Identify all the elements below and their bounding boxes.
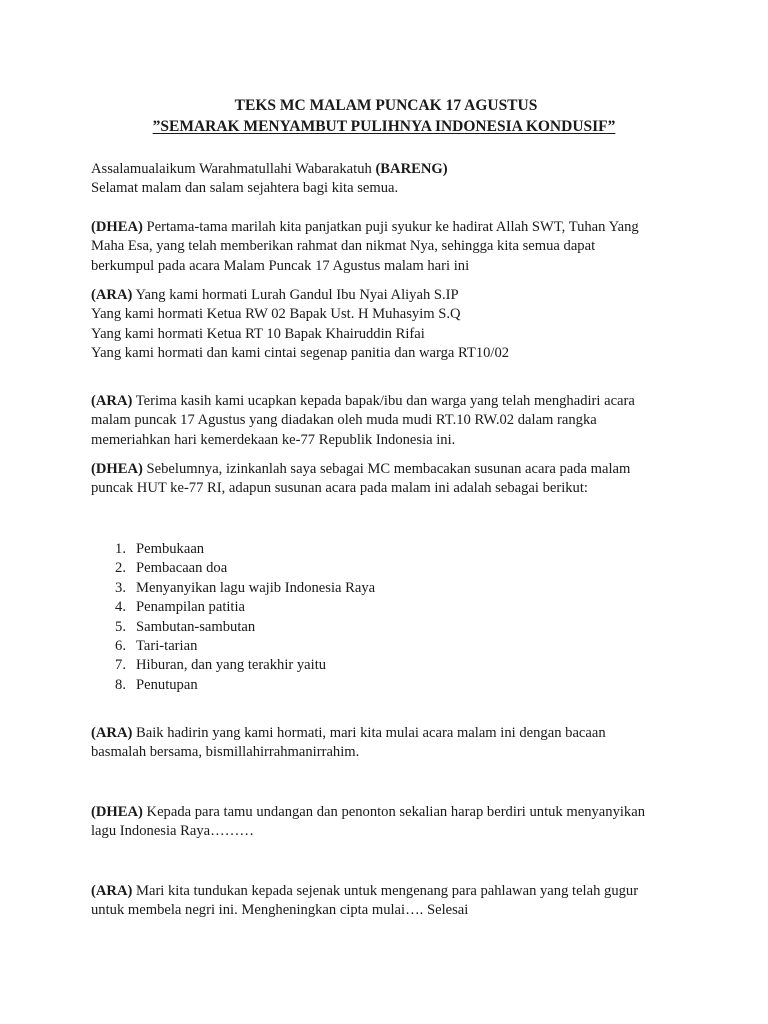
paragraph-line: malam puncak 17 Agustus yang diadakan oleh muda mudi RT.10 RW.02 dalam rangka [91,412,597,429]
paragraph-text: Terima kasih kami ucapkan kepada bapak/ibu dan warga yang telah menghadiri acara [132,393,635,409]
paragraph-line: Yang kami hormati Ketua RW 02 Bapak Ust. H Muhasyim S.Q [91,306,461,323]
list-text: Sambutan-sambutan [136,618,256,635]
paragraph-line: basmalah bersama, bismillahirrahmanirrahim. [91,744,360,761]
paragraph-line: Yang kami hormati dan kami cintai segenap panitia dan warga RT10/02 [91,345,510,362]
greeting-line-2: Selamat malam dan salam sejahtera bagi kita semua. [91,180,399,197]
document-title [0,95,768,137]
paragraph-line [91,724,691,743]
list-item [91,618,375,637]
paragraph-text: Kepada para tamu undangan dan penonton sekalian harap berdiri untuk menyanyikan [142,804,645,820]
list-number: 5. [115,618,126,635]
list-item [91,656,375,675]
list-number: 8. [115,676,126,693]
greeting-speaker: (BARENG) [375,161,448,177]
paragraph-line: Yang kami hormati Ketua RT 10 Bapak Khairuddin Rifai [91,325,425,342]
list-item [91,559,375,578]
paragraph-text: Pertama-tama marilah kita panjatkan puji syukur ke hadirat Allah SWT, Tuhan Yang [142,219,639,235]
speaker-label: (ARA) [91,393,133,409]
greeting-text: Assalamualaikum Warahmatullahi Wabarakatuh [91,161,376,177]
list-item [91,637,375,656]
list-item [91,540,375,559]
paragraph-ara-silence [91,882,691,921]
list-item [91,676,375,695]
paragraph-dhea-opening [91,218,691,276]
paragraph-line: lagu Indonesia Raya……… [91,823,254,840]
list-text: Menyanyikan lagu wajib Indonesia Raya [136,579,376,596]
paragraph-ara-thanks [91,392,691,450]
list-item [91,598,375,617]
paragraph-line: berkumpul pada acara Malam Puncak 17 Agustus malam hari ini [91,257,470,274]
paragraph-line [91,882,691,901]
speaker-label: (ARA) [91,287,133,303]
list-number: 2. [115,560,126,577]
speaker-label: (DHEA) [91,804,143,820]
paragraph-line [91,218,691,237]
title-line-2: ”SEMARAK MENYAMBUT PULIHNYA INDONESIA KONDUSIF” [152,118,616,135]
list-text: Penutupan [136,676,198,693]
paragraph-dhea-anthem [91,803,691,842]
paragraph-line: untuk membela negri ini. Mengheningkan cipta mulai…. Selesai [91,902,469,919]
list-number: 1. [115,541,126,557]
greeting-paragraph [91,160,691,199]
list-item [91,579,375,598]
paragraph-dhea-agenda-intro [91,460,691,499]
agenda-list [91,540,375,695]
speaker-label: (DHEA) [91,219,143,235]
list-text: Pembacaan doa [136,560,228,577]
paragraph-line [91,286,691,305]
paragraph-text: Mari kita tundukan kepada sejenak untuk mengenang para pahlawan yang telah gugur [132,883,639,899]
speaker-label: (DHEA) [91,461,143,477]
paragraph-line: memeriahkan hari kemerdekaan ke-77 Republik Indonesia ini. [91,431,456,448]
paragraph-line [91,392,691,411]
list-text: Hiburan, dan yang terakhir yaitu [136,657,327,674]
list-text: Pembukaan [136,541,205,557]
paragraph-ara-basmalah [91,724,691,763]
title-line-1: TEKS MC MALAM PUNCAK 17 AGUSTUS [234,97,538,114]
paragraph-text: Sebelumnya, izinkanlah saya sebagai MC membacakan susunan acara pada malam [142,461,631,477]
list-text: Penampilan patitia [136,599,246,616]
list-number: 3. [115,579,126,596]
speaker-label: (ARA) [91,725,133,741]
list-number: 7. [115,657,126,674]
paragraph-text: Baik hadirin yang kami hormati, mari kita mulai acara malam ini dengan bacaan [132,725,606,741]
paragraph-line: puncak HUT ke-77 RI, adapun susunan acara pada malam ini adalah sebagai berikut: [91,480,588,497]
paragraph-line [91,803,691,822]
paragraph-ara-respects [91,286,691,364]
list-text: Tari-tarian [136,638,198,655]
greeting-line-1 [91,160,691,179]
speaker-label: (ARA) [91,883,133,899]
paragraph-line: Maha Esa, yang telah memberikan rahmat dan nikmat Nya, sehingga kita semua dapat [91,238,596,255]
list-number: 6. [115,638,126,655]
paragraph-line [91,460,691,479]
paragraph-text: Yang kami hormati Lurah Gandul Ibu Nyai Aliyah S.IP [132,287,459,303]
list-number: 4. [115,599,126,616]
